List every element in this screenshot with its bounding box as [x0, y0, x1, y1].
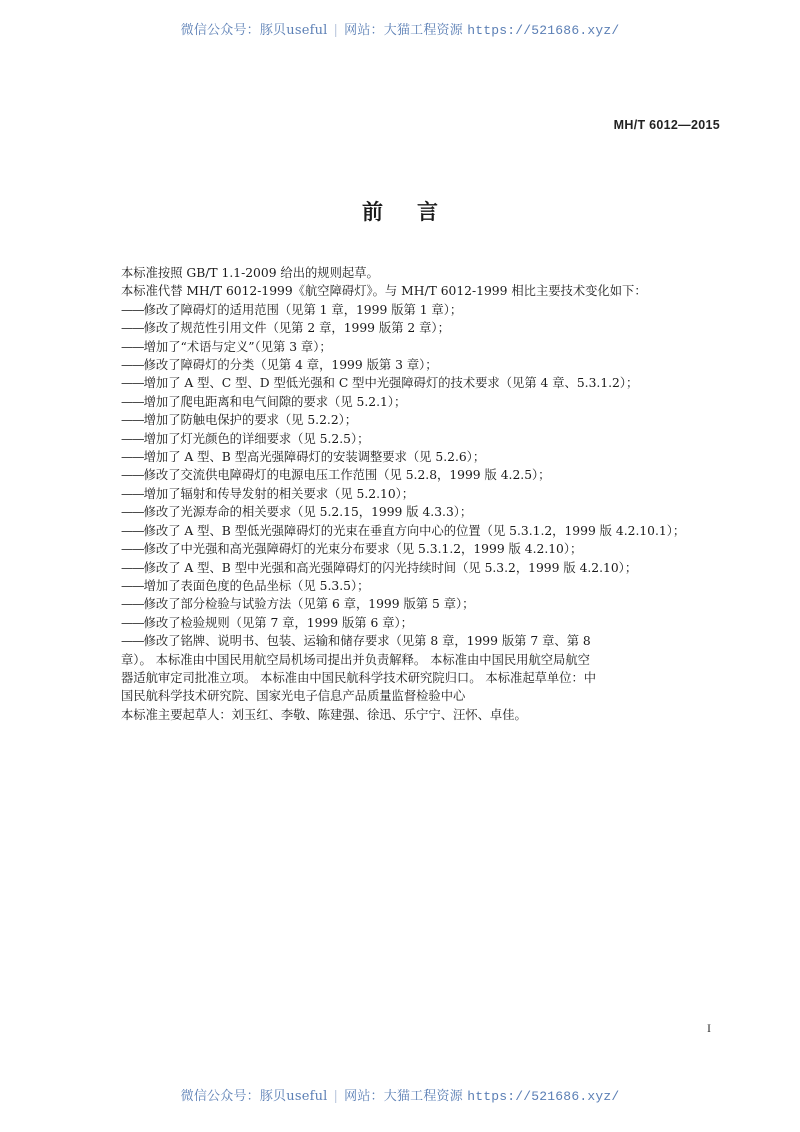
watermark-separator: |	[333, 1089, 339, 1104]
change-item	[121, 503, 761, 521]
watermark-top	[0, 19, 800, 38]
dash-prefix: ——	[121, 523, 144, 538]
change-item	[121, 466, 761, 484]
change-text: 修改了部分检验与试验方法（见第 6 章，1999 版第 5 章）；	[143, 597, 475, 612]
closing-line: 章）。 本标准由中国民用航空局机场司提出并负责解释。 本标准由中国民用航空局航空	[121, 652, 590, 667]
change-item	[121, 614, 761, 632]
watermark-url-link[interactable]: https://521686.xyz/	[467, 1089, 620, 1104]
change-item	[121, 319, 761, 337]
dash-prefix: ——	[121, 468, 144, 483]
change-text: 修改了障碍灯的适用范围（见第 1 章，1999 版第 1 章）；	[143, 302, 463, 317]
dash-prefix: ——	[121, 431, 144, 446]
change-text: 修改了 A 型、B 型低光强障碍灯的光束在垂直方向中心的位置（见 5.3.1.2，1999 版 4.2.10.1）；	[143, 523, 686, 538]
intro-line: 本标准按照 GB/T 1.1-2009 给出的规则起草。	[121, 266, 379, 280]
change-text: 增加了 A 型、C 型、D 型低光强和 C 型中光强障碍灯的技术要求（见第 4 章、5.3.1.2）；	[143, 376, 639, 391]
watermark-site-label: 网站：大猫工程资源	[344, 23, 463, 38]
page-title: 前言	[362, 200, 472, 224]
change-text: 修改了光源寿命的相关要求（见 5.2.15，1999 版 4.3.3）；	[143, 505, 473, 520]
change-item	[121, 632, 761, 650]
closing-line: 器适航审定司批准立项。 本标准由中国民航科学技术研究院归口。 本标准起草单位：中	[121, 670, 597, 685]
change-item	[121, 338, 761, 356]
dash-prefix: ——	[121, 321, 144, 336]
dash-prefix: ——	[121, 597, 144, 612]
watermark-site-label: 网站：大猫工程资源	[344, 1089, 463, 1104]
watermark-wechat-label: 微信公众号：豚贝useful	[180, 23, 328, 38]
foreword-body	[121, 264, 761, 724]
change-text: 增加了爬电距离和电气间隙的要求（见 5.2.1）；	[143, 394, 407, 409]
drafters-line: 本标准主要起草人：刘玉红、李敬、陈建强、徐迅、乐宁宁、汪怀、卓佳。	[121, 707, 527, 722]
watermark-url-link[interactable]: https://521686.xyz/	[467, 23, 620, 38]
dash-prefix: ——	[121, 560, 144, 575]
document-code: MH/T 6012—2015	[613, 118, 720, 132]
change-item	[121, 559, 761, 577]
dash-prefix: ——	[121, 486, 144, 501]
dash-prefix: ——	[121, 376, 144, 391]
change-text: 修改了障碍灯的分类（见第 4 章，1999 版第 3 章）；	[143, 358, 438, 373]
change-item	[121, 374, 761, 392]
dash-prefix: ——	[121, 578, 144, 593]
change-item	[121, 522, 761, 540]
change-item	[121, 301, 761, 319]
dash-prefix: ——	[121, 358, 144, 373]
dash-prefix: ——	[121, 394, 144, 409]
dash-prefix: ——	[121, 542, 144, 557]
change-text: 修改了交流供电障碍灯的电源电压工作范围（见 5.2.8，1999 版 4.2.5）；	[143, 468, 551, 483]
change-text: 增加了灯光颜色的详细要求（见 5.2.5）；	[143, 431, 370, 446]
watermark-bottom	[0, 1085, 800, 1104]
dash-prefix: ——	[121, 339, 144, 354]
closing-line: 国民航科学技术研究院、国家光电子信息产品质量监督检验中心	[121, 689, 466, 704]
change-item	[121, 411, 761, 429]
watermark-wechat-label: 微信公众号：豚贝useful	[180, 1089, 328, 1104]
change-text: 修改了 A 型、B 型中光强和高光强障碍灯的闪光持续时间（见 5.3.2，1999 版 4.2.10）；	[143, 560, 638, 575]
change-text: 增加了辐射和传导发射的相关要求（见 5.2.10）；	[143, 486, 415, 501]
change-text: 增加了表面色度的色品坐标（见 5.3.5）；	[143, 578, 370, 593]
change-item	[121, 356, 761, 374]
dash-prefix: ——	[121, 413, 144, 428]
change-text: 增加了 A 型、B 型高光强障碍灯的安装调整要求（见 5.2.6）；	[143, 450, 486, 465]
change-text: 修改了规范性引用文件（见第 2 章，1999 版第 2 章）；	[143, 321, 450, 336]
change-text: 增加了防触电保护的要求（见 5.2.2）；	[143, 413, 358, 428]
intro-line: 本标准代替 MH/T 6012-1999《航空障碍灯》。与 MH/T 6012-1999 相比主要技术变化如下：	[121, 284, 647, 299]
watermark-separator: |	[333, 23, 339, 38]
change-text: 修改了中光强和高光强障碍灯的光束分布要求（见 5.3.1.2，1999 版 4.2.10）；	[143, 542, 583, 557]
change-text: 修改了铭牌、说明书、包装、运输和储存要求（见第 8 章，1999 版第 7 章、第 8	[143, 634, 591, 649]
dash-prefix: ——	[121, 302, 144, 317]
change-item	[121, 430, 761, 448]
dash-prefix: ——	[121, 634, 144, 649]
dash-prefix: ——	[121, 505, 144, 520]
change-item	[121, 595, 761, 613]
change-item	[121, 577, 761, 595]
change-item	[121, 485, 761, 503]
change-item	[121, 540, 761, 558]
change-item	[121, 393, 761, 411]
page-number: I	[707, 1021, 711, 1035]
change-item	[121, 448, 761, 466]
change-text: 增加了“术语与定义”（见第 3 章）；	[143, 339, 332, 354]
dash-prefix: ——	[121, 615, 144, 630]
dash-prefix: ——	[121, 450, 144, 465]
change-text: 修改了检验规则（见第 7 章，1999 版第 6 章）；	[143, 615, 413, 630]
